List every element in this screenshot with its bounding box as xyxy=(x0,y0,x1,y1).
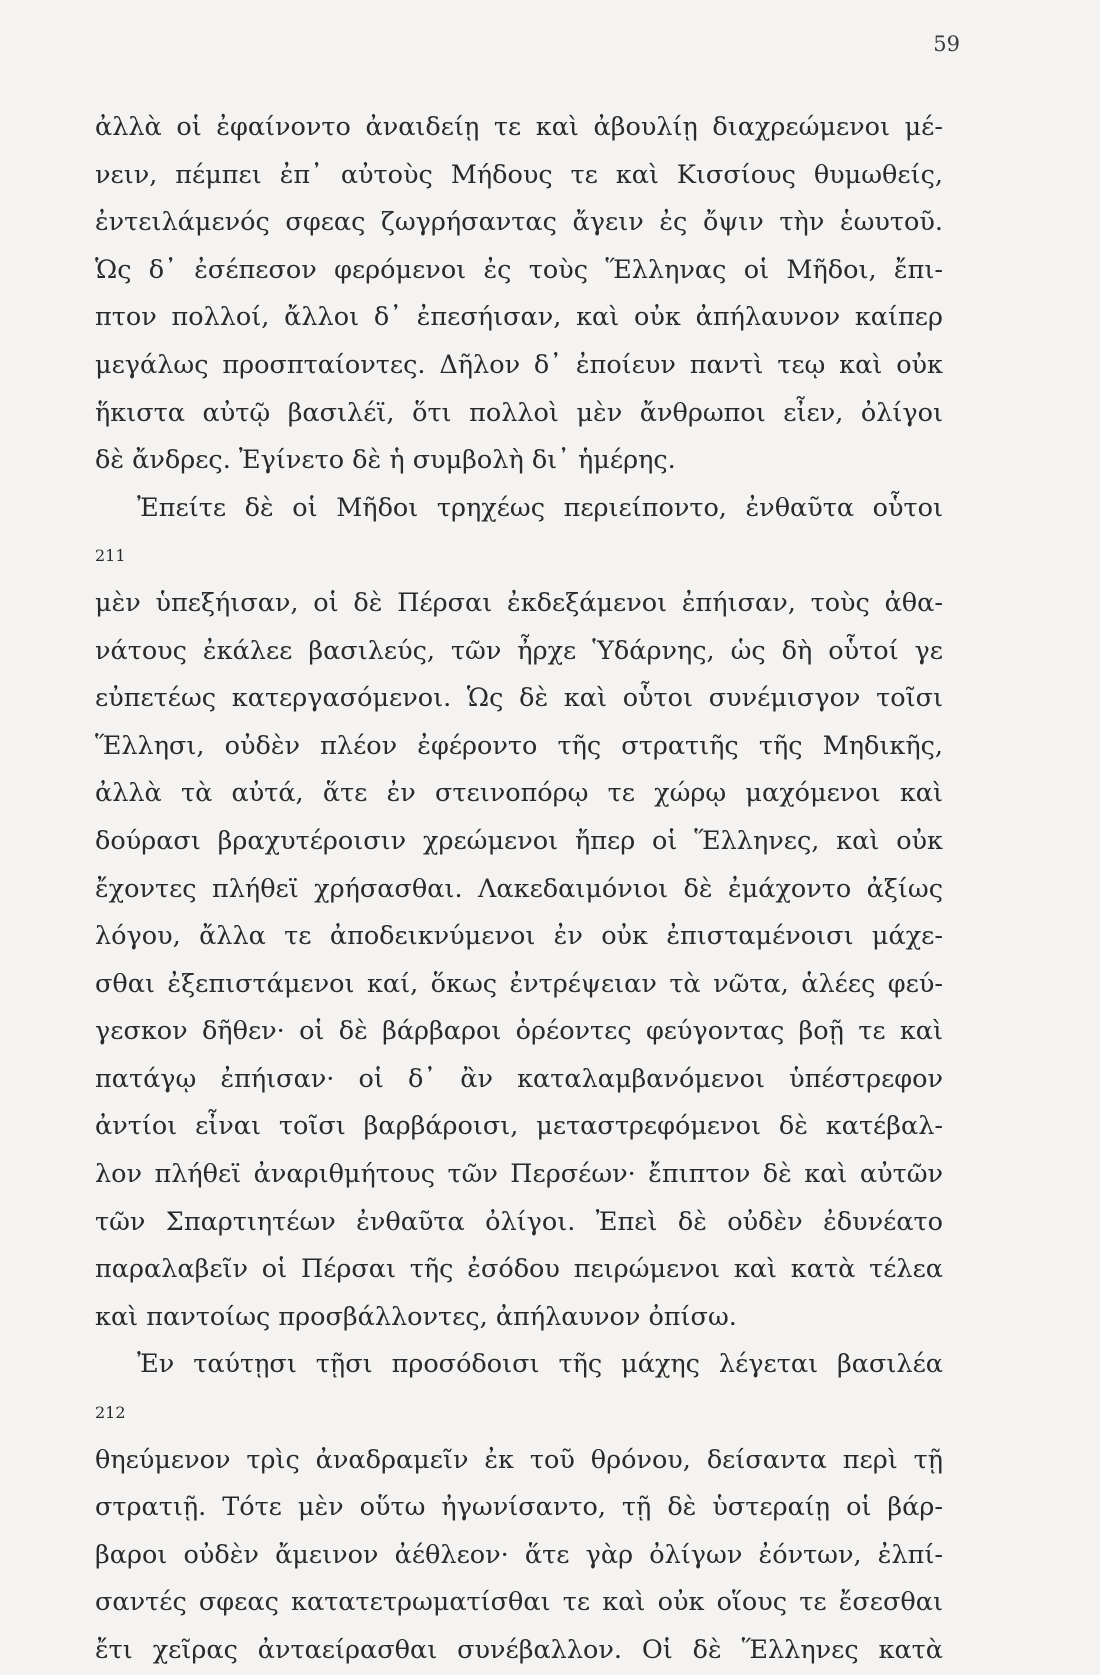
line-text: ἀλλὰ οἱ ἐφαίνοντο ἀναιδείῃ τε καὶ ἀβουλίῃ διαχρεώμενοι μέ- xyxy=(95,112,943,142)
line-text: λον πλήθεϊ ἀναριθμήτους τῶν Περσέων· ἔπιπτον δὲ καὶ αὐτῶν xyxy=(95,1159,943,1190)
text-line xyxy=(95,675,943,723)
line-text: τῶν Σπαρτιητέων ἐνθαῦτα ὀλίγοι. Ἐπεὶ δὲ οὐδὲν ἐδυνέατο xyxy=(95,1206,943,1237)
line-text: βαροι οὐδὲν ἄμεινον ἀέθλεον· ἅτε γὰρ ὀλίγων ἐόντων, ἐλπί- xyxy=(95,1539,943,1570)
text-line xyxy=(95,1341,943,1436)
text-line xyxy=(95,152,943,200)
text-line xyxy=(95,485,943,580)
line-text: νειν, πέμπει ἐπ᾽ αὐτοὺς Μήδους τε καὶ Κισσίους θυμωθείς, xyxy=(95,159,943,190)
line-text: δὲ ἄνδρες. Ἐγίνετο δὲ ἡ συμβολὴ δι᾽ ἡμέρης. xyxy=(95,445,676,476)
text-line xyxy=(95,437,943,485)
text-line xyxy=(95,580,943,628)
section-number: 212 xyxy=(95,1403,126,1423)
section-number: 211 xyxy=(95,546,126,566)
line-text: δούρασι βραχυτέροισιν χρεώμενοι ἤπερ οἱ Ἕλληνες, καὶ οὐκ xyxy=(95,825,943,856)
line-text: ἀλλὰ τὰ αὐτά, ἅτε ἐν στεινοπόρῳ τε χώρῳ μαχόμενοι καὶ xyxy=(95,778,943,809)
line-text: γεσκον δῆθεν· οἱ δὲ βάρβαροι ὁρέοντες φεύγοντας βοῇ τε καὶ xyxy=(95,1016,943,1047)
text-line xyxy=(95,1246,943,1294)
text-line xyxy=(95,199,943,247)
text-line xyxy=(95,1484,943,1532)
text-line xyxy=(95,1627,943,1675)
text-line xyxy=(95,1151,943,1199)
line-text: σαντές σφεας κατατετρωματίσθαι τε καὶ οὐκ οἵους τε ἔσεσθαι xyxy=(95,1587,943,1618)
line-text: σθαι ἐξεπιστάμενοι καί, ὅκως ἐντρέψειαν τὰ νῶτα, ἁλέες φεύ- xyxy=(95,968,943,999)
line-text: νάτους ἐκάλεε βασιλεύς, τῶν ἦρχε Ὑδάρνης, ὡς δὴ οὗτοί γε xyxy=(95,635,943,666)
text-line xyxy=(95,961,943,1009)
text-line xyxy=(95,104,943,152)
text-line xyxy=(95,390,943,438)
line-text: ἥκιστα αὐτῷ βασιλέϊ, ὅτι πολλοὶ μὲν ἄνθρωποι εἶεν, ὀλίγοι xyxy=(95,397,943,428)
line-text: πτον πολλοί, ἄλλοι δ᾽ ἐπεσήισαν, καὶ οὐκ ἀπήλαυνον καίπερ xyxy=(95,302,943,333)
line-text: Ἐπείτε δὲ οἱ Μῆδοι τρηχέως περιείποντο, ἐνθαῦτα οὗτοι xyxy=(137,492,943,523)
body-text xyxy=(95,104,943,1675)
line-text: παραλαβεῖν οἱ Πέρσαι τῆς ἐσόδου πειρώμενοι καὶ κατὰ τέλεα xyxy=(95,1254,943,1285)
line-text: ἔτι χεῖρας ἀνταείρασθαι συνέβαλλον. Οἱ δὲ Ἕλληνες κατὰ xyxy=(95,1635,943,1665)
line-text: ἔχοντες πλήθεϊ χρήσασθαι. Λακεδαιμόνιοι δὲ ἐμάχοντο ἀξίως xyxy=(95,873,943,904)
line-text: ἀντίοι εἶναι τοῖσι βαρβάροισι, μεταστρεφόμενοι δὲ κατέβαλ- xyxy=(95,1111,943,1142)
text-line xyxy=(95,342,943,390)
line-text: εὐπετέως κατεργασόμενοι. Ὡς δὲ καὶ οὗτοι συνέμισγον τοῖσι xyxy=(95,683,943,714)
text-line xyxy=(95,1199,943,1247)
text-line xyxy=(95,818,943,866)
line-text: ἐντειλάμενός σφεας ζωγρήσαντας ἄγειν ἐς ὄψιν τὴν ἑωυτοῦ. xyxy=(95,207,943,238)
text-line xyxy=(95,1437,943,1485)
text-line xyxy=(95,1579,943,1627)
line-text: μεγάλως προσπταίοντες. Δῆλον δ᾽ ἐποίευν παντὶ τεῳ καὶ οὐκ xyxy=(95,349,943,380)
line-text: πατάγῳ ἐπήισαν· οἱ δ᾽ ἂν καταλαμβανόμενοι ὑπέστρεφον xyxy=(95,1063,943,1094)
text-line xyxy=(95,247,943,295)
line-text: Ὡς δ᾽ ἐσέπεσον φερόμενοι ἐς τοὺς Ἕλληνας οἱ Μῆδοι, ἔπι- xyxy=(95,254,943,285)
text-line xyxy=(95,1103,943,1151)
line-text: λόγου, ἄλλα τε ἀποδεικνύμενοι ἐν οὐκ ἐπισταμένοισι μάχε- xyxy=(95,921,943,952)
line-text: στρατιῇ. Τότε μὲν οὕτω ἠγωνίσαντο, τῇ δὲ ὑστεραίῃ οἱ βάρ- xyxy=(95,1492,943,1523)
text-line xyxy=(95,866,943,914)
text-line xyxy=(95,1008,943,1056)
line-text: καὶ παντοίως προσβάλλοντες, ἀπήλαυνον ὀπίσω. xyxy=(95,1301,737,1332)
line-text: μὲν ὑπεξήισαν, οἱ δὲ Πέρσαι ἐκδεξάμενοι ἐπήισαν, τοὺς ἀθα- xyxy=(95,587,943,618)
page-number: 59 xyxy=(933,32,960,56)
line-text: Ἕλλησι, οὐδὲν πλέον ἐφέροντο τῆς στρατιῆς τῆς Μηδικῆς, xyxy=(95,730,943,761)
text-line xyxy=(95,1532,943,1580)
text-line xyxy=(95,770,943,818)
text-line xyxy=(95,1056,943,1104)
text-line xyxy=(95,1294,943,1342)
text-line xyxy=(95,628,943,676)
line-text: θηεύμενον τρὶς ἀναδραμεῖν ἐκ τοῦ θρόνου, δείσαντα περὶ τῇ xyxy=(95,1444,943,1475)
text-line xyxy=(95,913,943,961)
text-line xyxy=(95,294,943,342)
line-text: Ἐν ταύτῃσι τῇσι προσόδοισι τῆς μάχης λέγεται βασιλέα xyxy=(137,1349,943,1380)
text-line xyxy=(95,723,943,771)
